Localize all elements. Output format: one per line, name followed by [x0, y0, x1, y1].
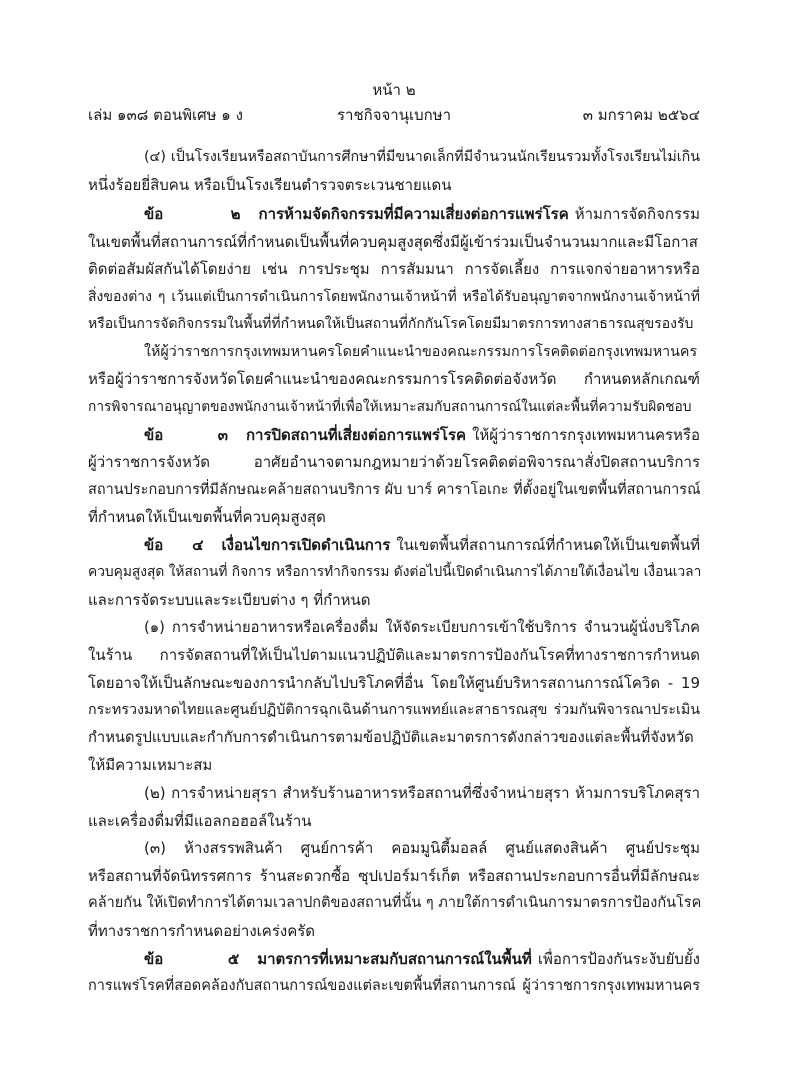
clause-heading-line — [88, 534, 700, 556]
paragraph-line: การแพร่โรคที่สอดคล้องกับสถานการณ์ของแต่ละเขตพื้นที่สถานการณ์ ผู้ว่าราชการกรุงเทพมหานคร — [88, 978, 700, 994]
clause-heading-line — [88, 948, 700, 970]
paragraph-line: โดยอาจให้เป็นลักษณะของการนำกลับไปบริโภคที่อื่น โดยให้ศูนย์บริหารสถานการณ์โควิด - 19 — [88, 674, 700, 692]
volume-issue: เล่ม ๑๓๘ ตอนพิเศษ ๑ ง — [88, 106, 243, 124]
paragraph-line: หรือสถานที่จัดนิทรรศการ ร้านสะดวกซื้อ ซุปเปอร์มาร์เก็ต หรือสถานประกอบการอื่นที่มีลักษณะ — [88, 867, 700, 885]
clause-number: ข้อ ๒ — [144, 205, 241, 223]
paragraph-line: หรือเป็นการจัดกิจกรรมในพื้นที่ที่กำหนดให้เป็นสถานที่กักกันโรคโดยมีมาตรการทางสาธารณสุขรองรับ — [88, 316, 694, 332]
paragraph-line: สถานประกอบการที่มีลักษณะคล้ายสถานบริการ ผับ บาร์ คาราโอเกะ ที่ตั้งอยู่ในเขตพื้นที่สถานการณ์ — [88, 482, 701, 498]
paragraph-line: ที่ทางราชการกำหนดอย่างเคร่งครัด — [88, 922, 316, 940]
clause-heading-line — [88, 203, 700, 225]
clause-title: มาตรการที่เหมาะสมกับสถานการณ์ในพื้นที่ — [257, 950, 532, 968]
page-number: หน้า ๒ — [372, 81, 416, 99]
publication-name: ราชกิจจานุเบกษา — [336, 106, 452, 124]
paragraph-line: ในเขตพื้นที่สถานการณ์ที่กำหนดเป็นพื้นที่ควบคุมสูงสุดซึ่งมีผู้เข้าร่วมเป็นจำนวนมากและมีโอกาส — [88, 233, 698, 251]
clause-text: ห้ามการจัดกิจกรรม — [574, 205, 700, 223]
paragraph-line: ที่กำหนดให้เป็นเขตพื้นที่ควบคุมสูงสุด — [88, 508, 326, 526]
paragraph-line: การพิจารณาอนุญาตของพนักงานเจ้าหน้าที่เพื่อให้เหมาะสมกับสถานการณ์ในแต่ละพื้นที่ความรับผิดชอบ — [88, 399, 692, 415]
clause-title: การห้ามจัดกิจกรรมที่มีความเสี่ยงต่อการแพร่โรค — [258, 205, 569, 223]
paragraph-line: สิ่งของต่าง ๆ เว้นแต่เป็นการดำเนินการโดยพนักงานเจ้าหน้าที่ หรือได้รับอนุญาตจากพนักงานเจ้าหน้าที่ — [88, 289, 700, 305]
clause-text: ให้ผู้ว่าราชการกรุงเทพมหานครหรือ — [472, 426, 700, 444]
paragraph-line: และการจัดระบบและระเบียบต่าง ๆ ที่กำหนด — [88, 591, 371, 609]
list-item-line: (๑) การจำหน่ายอาหารหรือเครื่องดื่ม ให้จัดระเบียบการเข้าใช้บริการ จำนวนผู้นั่งบริโภค — [144, 619, 700, 636]
list-item-line: (๓) ห้างสรรพสินค้า ศูนย์การค้า คอมมูนิตี้มอลล์ ศูนย์แสดงสินค้า ศูนย์ประชุม — [144, 839, 700, 857]
paragraph-line: กำหนดรูปแบบและกำกับการดำเนินการตามข้อปฏิบัติและมาตรการดังกล่าวของแต่ละพื้นที่จังหวัด — [88, 729, 694, 746]
clause-number: ข้อ ๕ — [144, 950, 240, 968]
paragraph-line: และเครื่องดื่มที่มีแอลกอฮอล์ในร้าน — [88, 812, 312, 830]
clause-number: ข้อ ๔ — [144, 536, 204, 554]
paragraph-line: ผู้ว่าราชการจังหวัด อาศัยอำนาจตามกฎหมายว่าด้วยโรคติดต่อพิจารณาสั่งปิดสถานบริการ — [88, 453, 700, 471]
paragraph-line: คล้ายกัน ให้เปิดทำการได้ตามเวลาปกติของสถานที่นั้น ๆ ภายใต้การดำเนินการมาตรการป้องกันโรค — [88, 895, 702, 911]
paragraph-line: ในร้าน การจัดสถานที่ให้เป็นไปตามแนวปฏิบัติและมาตรการป้องกันโรคที่ทางราชการกำหนด — [88, 646, 700, 664]
clause-text: ในเขตพื้นที่สถานการณ์ที่กำหนดให้เป็นเขตพื้นที่ — [396, 536, 700, 554]
paragraph-line: ให้มีความเหมาะสม — [88, 756, 213, 774]
clause-title: การปิดสถานที่เสี่ยงต่อการแพร่โรค — [245, 426, 467, 444]
paragraph-line: ติดต่อสัมผัสกันได้โดยง่าย เช่น การประชุม การสัมมนา การจัดเลี้ยง การแจกจ่ายอาหารหรือ — [88, 260, 700, 278]
clause-number: ข้อ ๓ — [144, 426, 228, 444]
paragraph-line: (๔) เป็นโรงเรียนหรือสถาบันการศึกษาที่มีขนาดเล็กที่มีจำนวนนักเรียนรวมทั้งโรงเรียนไม่เกิน — [144, 149, 700, 165]
list-item-line: (๒) การจำหน่ายสุรา สำหรับร้านอาหารหรือสถานที่ซึ่งจำหน่ายสุรา ห้ามการบริโภคสุรา — [144, 784, 700, 802]
paragraph-line: ควบคุมสูงสุด ให้สถานที่ กิจการ หรือการทำกิจกรรม ดังต่อไปนี้เปิดดำเนินการได้ภายใต้เงื่อนไข เงื่อนเวลา — [88, 564, 702, 580]
paragraph-line: กระทรวงมหาดไทยและศูนย์ปฏิบัติการฉุกเฉินด้านการแพทย์และสาธารณสุข ร่วมกันพิจารณาประเมิน — [88, 702, 700, 718]
clause-title: เงื่อนไขการเปิดดำเนินการ — [221, 536, 391, 554]
clause-text: เพื่อการป้องกันระงับยับยั้ง — [537, 950, 700, 968]
publication-date: ๓ มกราคม ๒๕๖๔ — [582, 106, 700, 124]
paragraph-line: ให้ผู้ว่าราชการกรุงเทพมหานครโดยคำแนะนำของคณะกรรมการโรคติดต่อกรุงเทพมหานคร — [144, 344, 698, 360]
paragraph-line: หรือผู้ว่าราชการจังหวัดโดยคำแนะนำของคณะกรรมการโรคติดต่อจังหวัด กำหนดหลักเกณฑ์ — [88, 370, 700, 388]
clause-heading-line — [88, 424, 700, 446]
paragraph-line: หนึ่งร้อยยี่สิบคน หรือเป็นโรงเรียนตำรวจตระเวนชายแดน — [88, 176, 452, 194]
running-header — [88, 103, 700, 125]
